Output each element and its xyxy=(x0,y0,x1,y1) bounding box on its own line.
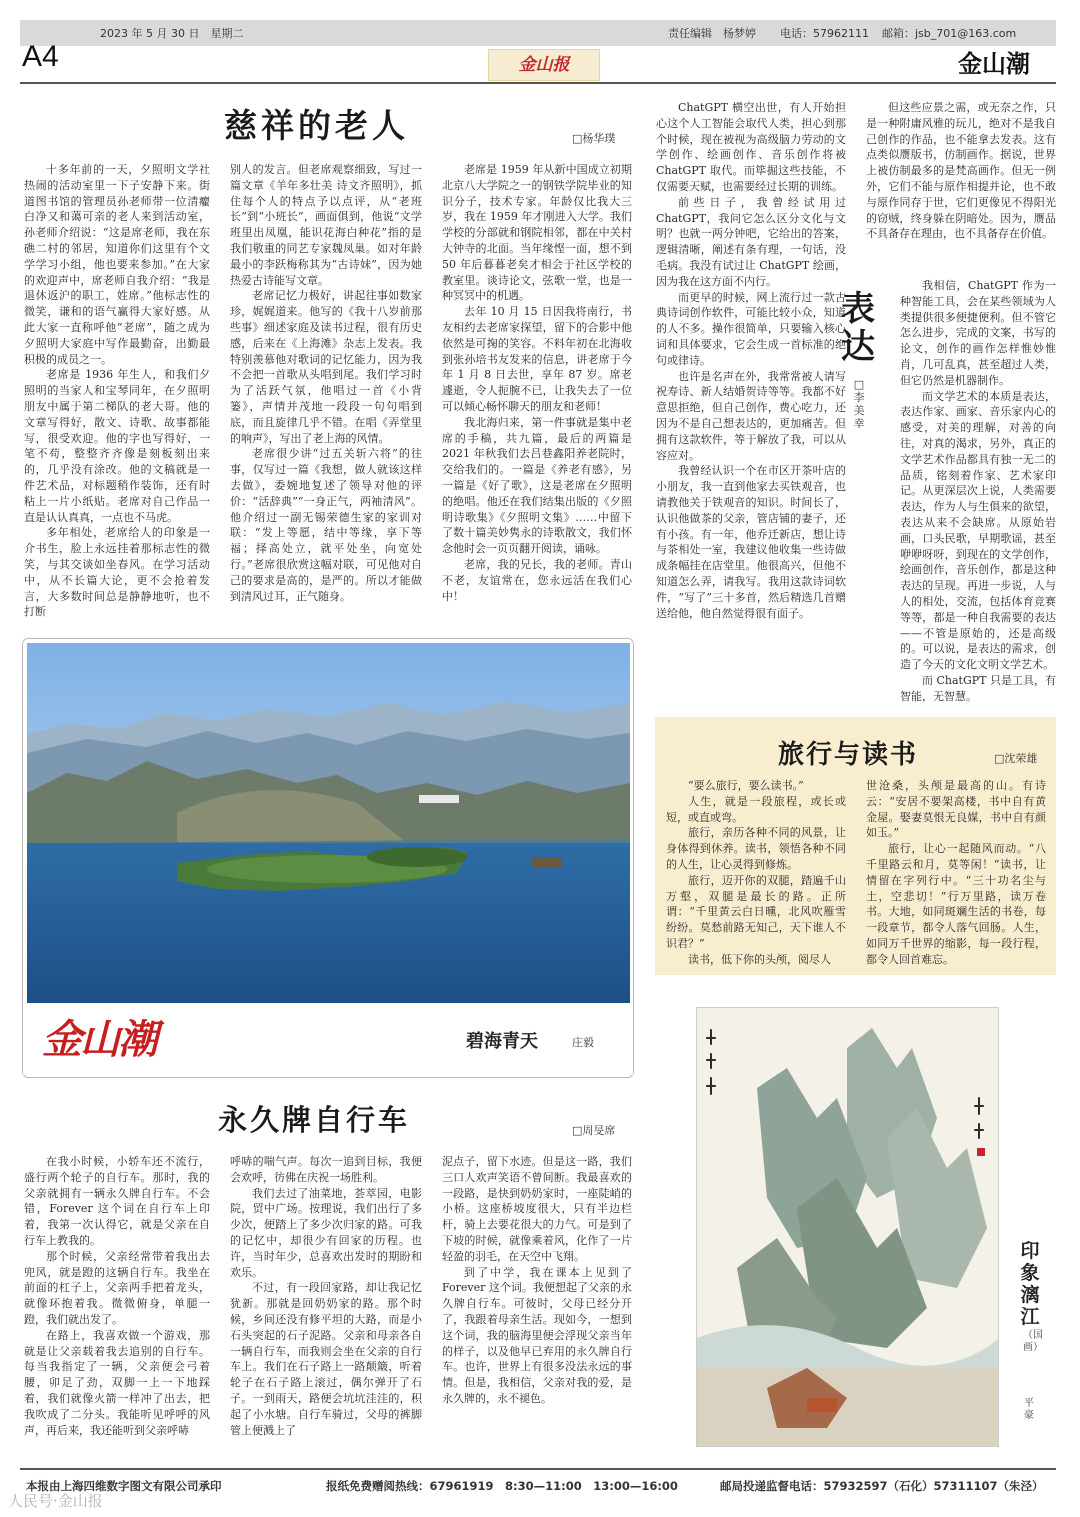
painting-author: 平豪 xyxy=(1024,1398,1034,1421)
paragraph: 而更早的时候，网上流行过一款古典诗词创作软件，可能比较小众，知道的人不多。操作很简单，只要输入核心词和具体要求，它会生成一首标准的绝句或律诗。 xyxy=(656,290,846,367)
header-divider xyxy=(20,82,1056,84)
article-kind-elder-column-2 xyxy=(230,162,422,620)
paragraph: 老席记忆力极好，讲起往事如数家珍，娓娓道来。他写的《我十八岁前那些事》细述家庭及读书过程，很有历史感，后来在《上海滩》杂志上发表。我特别羡慕他对歌词的记忆能力，因为我不会把一首歌从头唱到尾。我们学习时为了活跃气氛，他唱过一首《小背篓》，声情并茂地一段段一句句唱到底，而且旋律几乎不错。在唱《弄堂里的响声》，写出了老上海的风情。 xyxy=(230,289,422,445)
paragraph: 人生，就是一段旅程，或长或短，或直或弯。 xyxy=(666,794,846,824)
brush-calligraphy-title: 金山潮 xyxy=(42,1016,156,1063)
paragraph: 我北海归来，第一件事就是集中老席的手稿，共九篇，最后的两篇是 2021 年秋我们去吕巷鑫阳养老院时，交给我们的。一篇是《养老有感》，另一篇是《好了歌》，这是老席在夕照明的绝唱。他还在我们结集出版的《夕照明诗歌集》《夕照明文集》……中留下了数十篇美妙隽永的诗歌散文，我们怀念他时会一页页翻开阅读，诵咏。 xyxy=(442,415,632,556)
article-travel-column-1 xyxy=(666,778,846,968)
article-expression-column-2a xyxy=(866,100,1056,276)
paragraph: 也许是名声在外，我常常被人请写祝寿诗、新人结婚贺诗等等。我都不好意思拒绝，但自己创作，费心吃力，还因为不是自己想表达的，更加痛苦。但拥有这款软件，等于解放了我，可以从容应对。 xyxy=(656,369,846,462)
paragraph: 在我小时候，小轿车还不流行，盛行两个轮子的自行车。那时，我的父亲就拥有一辆永久牌自行车。不会错，Forever 这个词在自行车上印着，我第一次认得它，就是父亲在自行车上教我的。 xyxy=(24,1155,210,1247)
photo-author: 庄毅 xyxy=(572,1036,594,1049)
watermark: 人民号·金山报 xyxy=(8,1492,103,1510)
article-bicycle-column-2 xyxy=(230,1154,422,1456)
paragraph: 旅行，让心一起随风而动。“八千里路云和月，莫等闲！”读书，让情留在字列行中。“三十功名尘与土，空悲切！”行万里路，读万卷书。大地，如同斑斓生活的书卷，每一段章节，都令人落气回肠。人生，如同万千世界的缩影，每一段行程，都令人回首难忘。 xyxy=(866,842,1046,966)
newspaper-logo: 金山报 xyxy=(488,49,600,81)
paragraph: 那个时候，父亲经常带着我出去兜风，就是蹬的这辆自行车。我坐在前面的杠子上，父亲两手把着龙头，就像环抱着我。微微俯身，单腿一蹬，我们就出发了。 xyxy=(24,1249,210,1326)
paragraph: 老席，我的兄长，我的老师。青山不老，友谊常在，您永远活在我们心中！ xyxy=(442,557,632,603)
article-expression-column-1 xyxy=(656,100,846,702)
footer-printer: 本报由上海四维数字图文有限公司承印 xyxy=(26,1479,222,1493)
paragraph: 在路上，我喜欢做一个游戏，那就是让父亲载着我去追别的自行车。每当我指定了一辆，父亲便会弓着腰，卯足了劲，双脚一上一下地踩着，我们就像火箭一样冲了出去，把我吹成了二分头。我能听见呼呼的风声，再后来，我还能听到父亲呼哧 xyxy=(24,1328,210,1437)
paragraph: 泥点子，留下水迹。但是这一路，我们三口人欢声笑语不曾间断。我最喜欢的一段路，是快到奶奶家时，一座陡峭的小桥。这座桥坡度很大，只有半边栏杆，骑上去要花很大的力气。可是到了下坡的时候，就像乘着风，化作了一片轻盈的羽毛，在天空中飞翔。 xyxy=(442,1155,632,1263)
article-expression-column-2b xyxy=(900,278,1056,702)
footer-divider xyxy=(20,1468,1056,1470)
paragraph: “要么旅行，要么读书。” xyxy=(688,779,804,792)
paragraph: 我相信，ChatGPT 作为一种智能工具，会在某些领域为人类提供很多便捷便利。但不管它怎么进步，完成的文案，书写的论文，创作的画作怎样惟妙惟肖，几可乱真，甚至超过人类，但它仍然是机器制作。 xyxy=(900,279,1056,387)
article-kind-elder-column-3 xyxy=(442,162,632,620)
email-info: 邮箱：jsb_701@163.com xyxy=(882,27,1017,40)
paragraph: 去年 10 月 15 日因我将南行，书友相约去老席家探望，留下的合影中他依然是可掬的笑容。不料年初在北海收到张孙培书友发来的信息，讲老席于今年 1 月 8 日去世，享年 87 岁。席老遽逝，令人扼腕不已，让我失去了一位可以倾心畅怀聊天的朋友和老师！ xyxy=(442,305,632,413)
article-author-bicycle: □周旻席 xyxy=(572,1124,616,1137)
paragraph: 读书，低下你的头颅，阅尽人 xyxy=(688,952,831,966)
paragraph: 而文学艺术的本质是表达，表达作家、画家、音乐家内心的感受，对美的理解，对善的向往，对真的渴求，另外，真正的文学艺术作品都具有独一无二的品质，铭刻着作家、艺术家印记。从更深层次上说，人类需要表达，作为人与生俱来的欲望，表达从来不会缺席。从原始岩画，口头民歌，早期歌谣，甚至咿咿呀呀，到现在的文学创作，绘画创作，音乐创作，都是这种表达的呈现。再进一步说，人与人的相处，交流，包括体育竞赛等等，都是一种自我需要的表达——不管是原始的，还是高级的。可以说，是表达的需求，创造了今天的文化文明文学艺术。 xyxy=(900,389,1056,672)
article-author-travel: □沈荣雄 xyxy=(994,752,1038,765)
editor-info: 责任编辑 杨梦婷 xyxy=(668,27,756,40)
article-title-bicycle: 永久牌自行车 xyxy=(218,1103,411,1137)
paragraph: 旅行，亲历各种不同的风景，让身体得到休养。读书，领悟各种不同的人生，让心灵得到修炼。 xyxy=(666,826,846,871)
lake-photo xyxy=(27,643,630,1003)
article-bicycle-column-3 xyxy=(442,1154,632,1456)
paragraph: 到了中学，我在课本上见到了 Forever 这个词。我便想起了父亲的永久牌自行车。可彼时，父母已经分开了，我跟着母亲生活。现如今，一想到这个词，我的脑海里便会浮现父亲当年的样子，以及他早已弃用的永久牌自行车。也许，世界上有很多没法永远的事情。但是，我相信，父亲对我的爱，是永久牌的，永不褪色。 xyxy=(442,1265,632,1405)
paragraph: 世沧桑，头颅是最高的山。有诗云：“安居不要架高楼，书中自有黄金屋。娶妻莫恨无良媒，书中自有颜如玉。” xyxy=(866,779,1046,840)
paragraph: 别人的发言。但老席观察细致，写过一篇文章《羊年多壮美 诗文齐照明》，抓住每个人的特点予以点评，从“老班长”到“小班长”，画面俱到，他说“文学班里出凤凰，能识花海白种花”指的是我们敬重的同艺专家魏凤巢。如对年龄最小的李跃梅称其为“古诗妹”，因为她热爱古诗能写文章。 xyxy=(230,163,422,287)
paragraph: 多年相处，老席给人的印象是一介书生，脸上永远挂着那标志性的微笑，与其交谈如坐春风。在学习活动中，从不长篇大论，更不会抢着发言，大多数时间总是静静地听，也不打断 xyxy=(24,526,210,619)
phone-info: 电话：57962111 xyxy=(780,27,869,40)
landscape-painting xyxy=(696,1007,999,1447)
article-travel-column-2 xyxy=(866,778,1046,968)
article-kind-elder-column-1 xyxy=(24,162,210,620)
paragraph: ChatGPT 横空出世，有人开始担心这个人工智能会取代人类，担心到那个时候，现在被视为高级脑力劳动的文学创作、绘画创作、音乐创作将被 ChatGPT 取代。而筚掘这些技能，不仅需要天赋，也需要经过长期的训练。 xyxy=(656,101,846,193)
paragraph: 十多年前的一天，夕照明文学社热闹的活动室里一下子安静下来。街道图书馆的管理员孙老师带一位清癯白净又和蔼可亲的老人来到活动室，孙老师介绍说：“这是席老师，我在东礁二村的邻居，知道你们这里有个文学学习小组，他也要来参加。”在大家的欢迎声中，席老师自我介绍：“我是退休返沪的职工，姓席。”他标志性的微笑，谦和的语气赢得大家好感。从此大家一直称呼他“老席”，随之成为夕照明大家庭中写作最勤奋，出勤最积极的成员之一。 xyxy=(24,163,210,366)
photo-title: 碧海青天 xyxy=(466,1031,538,1052)
header-bar xyxy=(20,20,1056,46)
paragraph: 旅行，迈开你的双腿，踏遍千山万壑，双腿是最长的路。正所谓：“千里黄云白日曛，北风吹雁雪纷纷。莫愁前路无知己，天下谁人不识君？” xyxy=(666,873,846,950)
painting-subtitle: （国画） xyxy=(1023,1330,1043,1353)
paragraph: 而 ChatGPT 只是工具，有智能，无智慧。 xyxy=(900,673,1056,702)
article-title-travel: 旅行与读书 xyxy=(778,740,919,770)
paragraph: 老席是 1936 年生人，和我们夕照明的当家人和宝琴同年，在夕照明朋友中属于第二梯队的老大哥。他的文章写得好，散文、诗歌、故事都能写，很受欢迎。他的字也写得好，一笔不苟，整整齐齐像是刻板刻出来的，几乎没有涂改。他的文稿就是一件艺术品，对标题稍作装饰，还有时粘上一片小纸贴。老席对自己作品一直是认认真真，一点也不马虎。 xyxy=(24,368,210,524)
paragraph: 老席很少讲“过五关斩六将”的往事，仅写过一篇《我想，做人就该这样去做》，委婉地复述了领导对他的评价：“活辞典”“一身正气，两袖清风”。他介绍过一副无锡荣德生家的家训对联：“发上等愿，结中等缘，享下等福；择高处立，就平处坐，向宽处行。”老席很欣赏这幅对联，可见他对自己的要求是高的，是严的。所以才能做到清风过耳，正气随身。 xyxy=(230,447,422,603)
paragraph: 老席是 1959 年从新中国成立初期北京八大学院之一的钢铁学院毕业的知识分子，技术专家。年龄仅比我大三岁，我在 1959 年才刚进入大学。我们学校的分部就和钢院相邻，都在中关村大钟寺的北面。当年缘悭一面，想不到 50 年后暮暮老矣才相会于社区学校的教室里。谈诗论文，弦歌一堂，也是一种冥冥中的机遇。 xyxy=(442,163,632,303)
paragraph: 但这些应景之需，或无奈之作，只是一种附庸风雅的玩儿，绝对不是我自己创作的作品，也不能拿去发表。这有点类似赝版书，仿制画作。据说，世界上被仿制最多的是梵高画作。但无一例外，它们不能与原作相提并论，也不敢与原作同存于世，它们更像见不得阳光的窃贼，终身躲在阴暗处。因为，赝品不具备存在理由，也不具备存在价值。 xyxy=(866,101,1056,241)
article-title-expression: 表达 xyxy=(841,289,875,367)
article-author-kind-elder: □杨华璞 xyxy=(572,132,616,145)
footer-postal: 邮局投递监督电话：57932597（石化）57311107（朱泾） xyxy=(720,1479,1044,1493)
article-bicycle-column-1 xyxy=(24,1154,210,1456)
paragraph: 前些日子，我曾经试用过 ChatGPT，我问它怎么区分文化与文明？也就一两分钟吧，它给出的答案，逻辑清晰，阐述有条有理，一句话，没毛病。我没有试过让 ChatGPT 绘画，因为我在这方面不内行。 xyxy=(656,195,846,288)
article-author-expression: □李美幸 xyxy=(853,378,865,430)
footer-hotline: 报纸免费赠阅热线：67961919 8:30—11:00 13:00—16:00 xyxy=(326,1479,678,1493)
issue-date: 2023 年 5 月 30 日 星期二 xyxy=(100,27,244,40)
paragraph: 不过，有一段回家路，却让我记忆犹新。那就是回奶奶家的路。那个时候，乡间还没有修平坦的大路，而是小石头突起的石子泥路。父亲和母亲各自一辆自行车，而我则会坐在父亲的自行车上。我们在石子路上一路颠簸，听着轮子在石子路上滚过，偶尔弹开了石子。一到雨天，路便会坑坑洼洼的，积起了小水塘。自行车骑过，父母的裤脚管上便溅上了 xyxy=(230,1281,422,1437)
paragraph: 呼哧的喘气声。每次一追到目标，我便会欢呼，彷佛在庆祝一场胜利。 xyxy=(230,1155,422,1184)
painting-title: 印象漓江 xyxy=(1020,1240,1040,1328)
paragraph: 我曾经认识一个在市区开茶叶店的小朋友，我一直到他家去买铁观音，也请教他关于铁观音的知识。时间长了，认识他做茶的父亲，管店铺的妻子，还有小孩。有一年，他乔迁新店，想让诗与茶相处一室，我建议他收集一些诗做成条幅挂在店堂里。他很高兴，但他不知道怎么弄，请我写。我用这款诗词软件，“写了”三十多首，然后精选几首赠送给他，他自然觉得很有面子。 xyxy=(656,464,846,620)
article-title-kind-elder: 慈祥的老人 xyxy=(224,106,409,145)
page-number: A4 xyxy=(22,40,59,73)
paragraph: 我们去过了油菜地，荟萃园，电影院，贸中广场。按理说，我们出行了多少次，便踏上了多少次归家的路。可我的记忆中，却很少有回家的历程。也许，当时年少，总喜欢出发时的期盼和欢乐。 xyxy=(230,1186,422,1279)
section-title: 金山潮 xyxy=(958,50,1030,78)
